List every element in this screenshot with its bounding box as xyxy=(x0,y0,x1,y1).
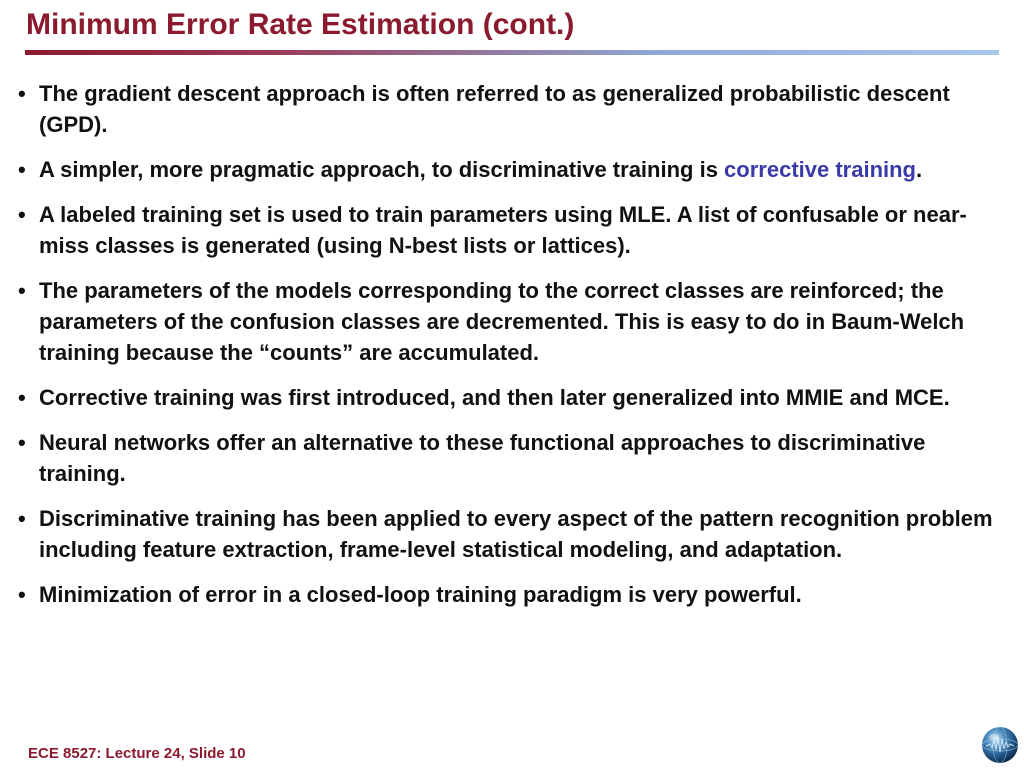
bullet-item xyxy=(16,199,1006,261)
bullet-text: Neural networks offer an alternative to these functional approaches to discriminative training. xyxy=(39,430,926,486)
bullet-item xyxy=(16,579,1006,610)
bullet-text: A labeled training set is used to train parameters using MLE. A list of confusable or near-miss classes is generated (using N-best lists or lattices). xyxy=(39,202,967,258)
bullet-text: The gradient descent approach is often referred to as generalized probabilistic descent (GPD). xyxy=(39,81,950,137)
bullet-text: A simpler, more pragmatic approach, to discriminative training is xyxy=(39,157,725,182)
bullet-item xyxy=(16,382,1006,413)
bullet-marker: • xyxy=(18,157,26,182)
bullet-item xyxy=(16,503,1006,565)
slide-footer: ECE 8527: Lecture 24, Slide 10 xyxy=(28,745,246,762)
bullet-marker: • xyxy=(18,506,26,531)
bullet-marker: • xyxy=(18,430,26,455)
title-underline xyxy=(25,50,999,55)
bullet-item xyxy=(16,154,1006,185)
slide-title: Minimum Error Rate Estimation (cont.) xyxy=(26,8,575,41)
bullet-text: Corrective training was first introduced, and then later generalized into MMIE and MCE. xyxy=(39,385,950,410)
globe-icon xyxy=(980,725,1020,765)
bullet-text: Discriminative training has been applied to every aspect of the pattern recognition problem including feature extraction, frame-level statistical modeling, and adaptation. xyxy=(39,506,993,562)
bullet-marker: • xyxy=(18,278,26,303)
bullet-item xyxy=(16,427,1006,489)
bullet-text: The parameters of the models corresponding to the correct classes are reinforced; the parameters of the confusion classes are decremented. This is easy to do in Baum-Welch training because the “counts” are accumulated. xyxy=(39,278,965,365)
bullet-text-end: . xyxy=(916,157,923,182)
bullet-item xyxy=(16,275,1006,368)
highlighted-term: corrective training xyxy=(724,157,916,182)
bullet-marker: • xyxy=(18,202,26,227)
bullet-text: Minimization of error in a closed-loop training paradigm is very powerful. xyxy=(39,582,802,607)
bullet-marker: • xyxy=(18,582,26,607)
bullet-item xyxy=(16,78,1006,140)
bullet-list xyxy=(16,78,1006,624)
bullet-marker: • xyxy=(18,81,26,106)
bullet-marker: • xyxy=(18,385,26,410)
